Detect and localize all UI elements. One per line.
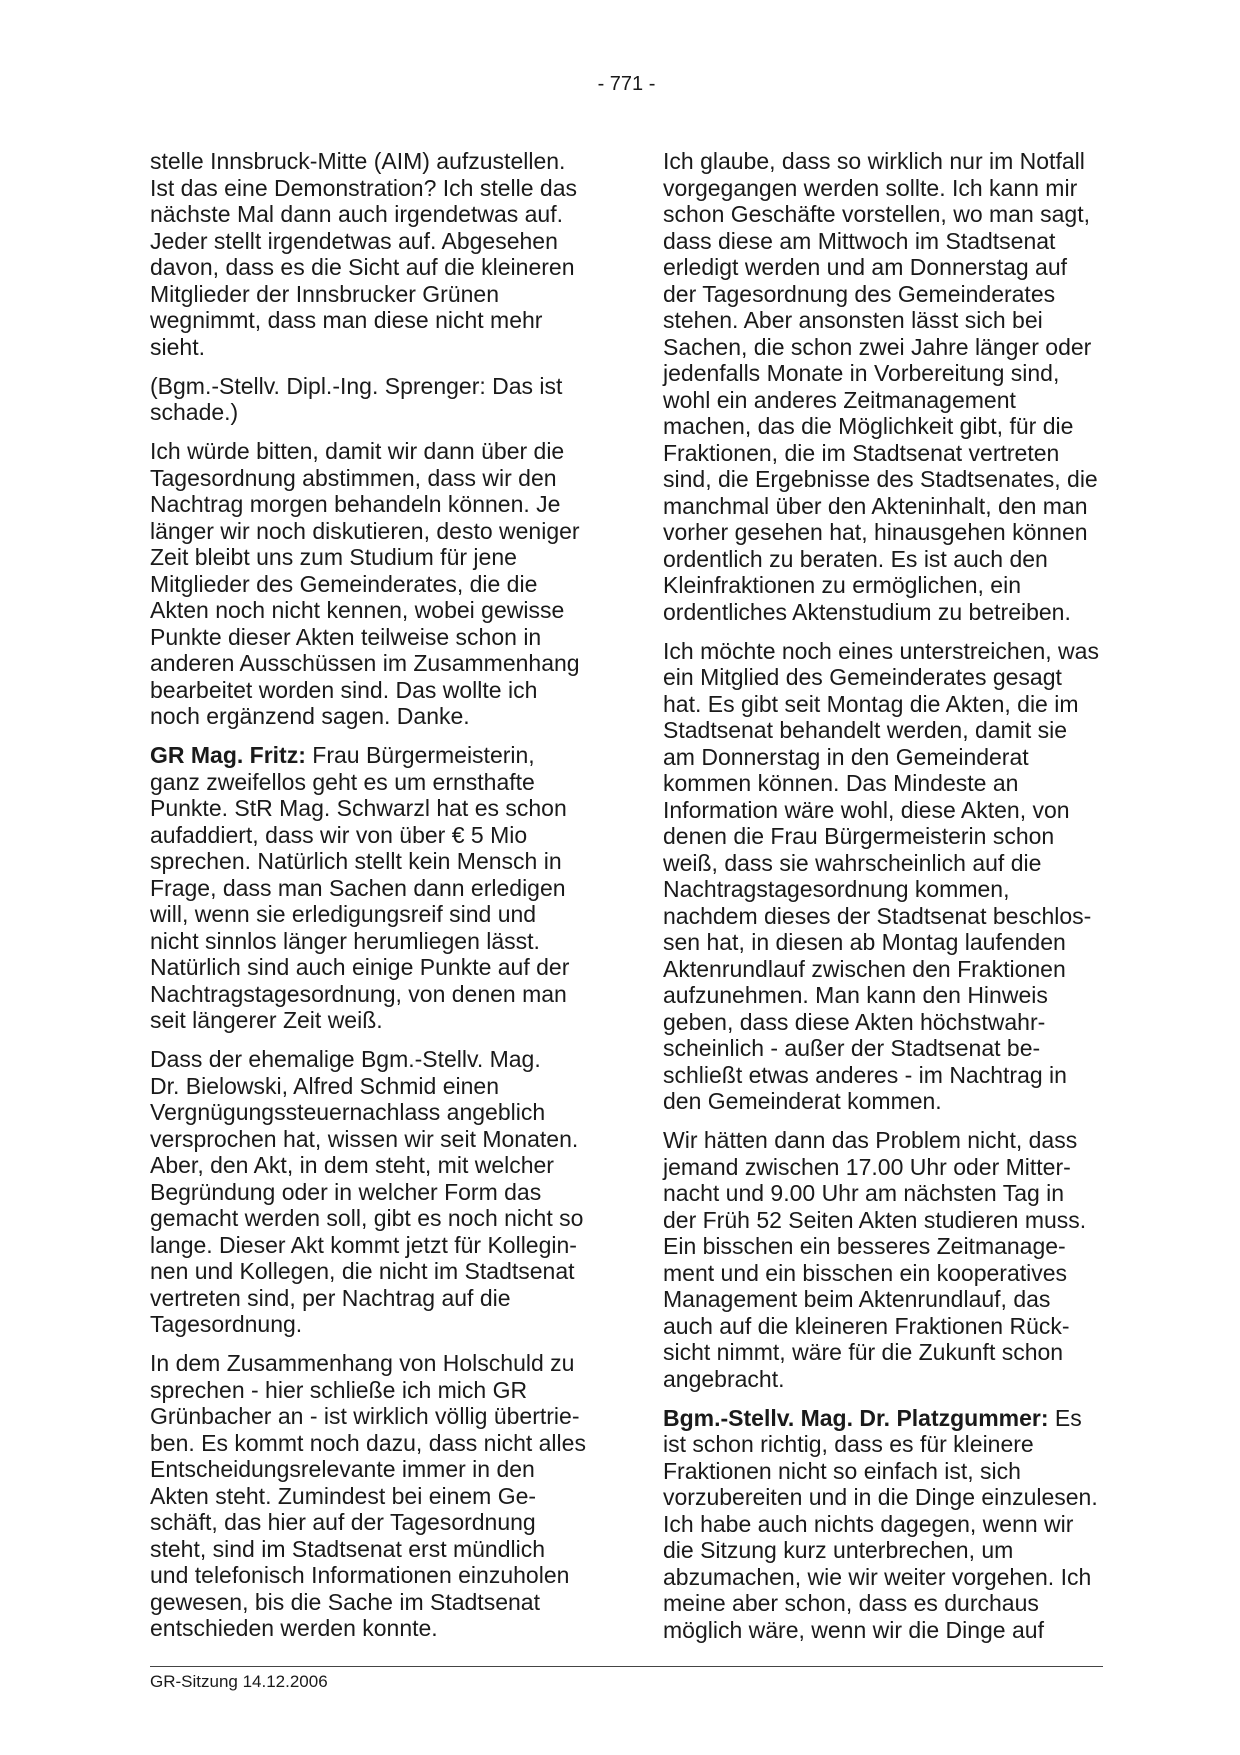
- text-line: der Tagesordnung des Gemeinderates: [663, 280, 1056, 307]
- paragraph: [663, 148, 1103, 625]
- text-line: sprechen. Natürlich stellt kein Mensch in: [150, 848, 562, 874]
- text-line: nachdem dieses der Stadtsenat beschlos-: [663, 902, 1092, 929]
- text-line: Mitglieder des Gemeinderates, die die: [150, 570, 538, 597]
- text-line: Aber, den Akt, in dem steht, mit welcher: [150, 1152, 554, 1178]
- text-line: Aktenrundlauf zwischen den Fraktionen: [663, 955, 1066, 982]
- text-line: ordentliches Aktenstudium zu betreiben.: [663, 598, 1071, 625]
- text-line: am Donnerstag in den Gemeinderat: [663, 743, 1029, 770]
- text-line: Dass der ehemalige Bgm.-Stellv. Mag.: [150, 1046, 541, 1072]
- text-fragment: Es: [1054, 1404, 1082, 1431]
- text-line: vorzubereiten und in die Dinge einzulesen.: [663, 1484, 1098, 1510]
- text-line: nicht sinnlos länger herumliegen lässt.: [150, 927, 540, 954]
- text-line: sicht nimmt, wäre für die Zukunft schon: [663, 1339, 1064, 1365]
- text-line: Nachtrag morgen behandeln können. Je: [150, 491, 561, 517]
- text-line: vorher gesehen hat, hinausgehen können: [663, 519, 1088, 545]
- paragraph: [150, 1046, 590, 1338]
- text-line: auch auf die kleineren Fraktionen Rück-: [663, 1312, 1070, 1339]
- text-line: Tagesordnung.: [150, 1311, 303, 1337]
- text-line: Zeit bleibt uns zum Studium für jene: [150, 544, 517, 570]
- speaker-paragraph: [663, 1405, 1103, 1644]
- text-line: sieht.: [150, 333, 205, 360]
- text-line: entschieden werden konnte.: [150, 1615, 438, 1641]
- right-column: [663, 148, 1103, 1656]
- text-line: nacht und 9.00 Uhr am nächsten Tag in: [663, 1180, 1065, 1206]
- text-line: nächste Mal dann auch irgendetwas auf.: [150, 201, 563, 227]
- text-line: erledigt werden und am Donnerstag auf: [663, 254, 1068, 280]
- text-line: ist schon richtig, dass es für kleinere: [663, 1431, 1034, 1457]
- text-line: abzumachen, wie wir weiter vorgehen. Ich: [663, 1563, 1092, 1590]
- text-line: Ich habe auch nichts dagegen, wenn wir: [663, 1510, 1074, 1537]
- text-line: bearbeitet worden sind. Das wollte ich: [150, 676, 538, 703]
- text-line: kommen können. Das Mindeste an: [663, 770, 1019, 796]
- text-line: stehen. Aber ansonsten lässt sich bei: [663, 307, 1043, 333]
- footer-session-label: GR-Sitzung 14.12.2006: [150, 1672, 328, 1691]
- text-line: schon Geschäfte vorstellen, wo man sagt,: [663, 201, 1090, 227]
- text-line: Ich glaube, dass so wirklich nur im Notfall: [663, 148, 1085, 174]
- text-line: schließt etwas anderes - im Nachtrag in: [663, 1061, 1067, 1088]
- text-fragment: Frau Bürgermeisterin,: [312, 742, 535, 768]
- text-line: die Sitzung kurz unterbrechen, um: [663, 1537, 1014, 1563]
- text-line: hat. Es gibt seit Montag die Akten, die im: [663, 690, 1079, 717]
- text-line: Tagesordnung abstimmen, dass wir den: [150, 464, 557, 491]
- text-line: wegnimmt, dass man diese nicht mehr: [150, 307, 543, 333]
- text-line: Kleinfraktionen zu ermöglichen, ein: [663, 572, 1021, 598]
- text-line: meine aber schon, dass es durchaus: [663, 1590, 1039, 1616]
- text-line: möglich wäre, wenn wir die Dinge auf: [663, 1616, 1044, 1643]
- text-line: und telefonisch Informationen einzuholen: [150, 1562, 570, 1588]
- text-line: Ist das eine Demonstration? Ich stelle das: [150, 174, 578, 201]
- text-line: geben, dass diese Akten höchstwahr-: [663, 1008, 1046, 1035]
- text-line: Dr. Bielowski, Alfred Schmid einen: [150, 1072, 499, 1099]
- page-number: - 771 -: [597, 73, 656, 95]
- text-line: versprochen hat, wissen wir seit Monaten.: [150, 1125, 579, 1152]
- text-line: dass diese am Mittwoch im Stadtsenat: [663, 227, 1056, 254]
- text-line: schade.): [150, 399, 239, 425]
- text-line: Akten noch nicht kennen, wobei gewisse: [150, 597, 565, 623]
- text-line: Information wäre wohl, diese Akten, von: [663, 796, 1070, 823]
- text-line: wohl ein anderes Zeitmanagement: [663, 386, 1016, 413]
- text-line: machen, das die Möglichkeit gibt, für die: [663, 413, 1074, 439]
- text-line: Ich würde bitten, damit wir dann über die: [150, 438, 565, 464]
- text-line: ment und ein bisschen ein kooperatives: [663, 1259, 1068, 1286]
- text-line: Natürlich sind auch einige Punkte auf der: [150, 954, 570, 980]
- text-line: Grünbacher an - ist wirklich völlig übertrie-: [150, 1403, 580, 1429]
- text-line: Management beim Aktenrundlauf, das: [663, 1286, 1051, 1312]
- left-column: [150, 148, 590, 1654]
- speaker-paragraph: [150, 742, 590, 1034]
- paragraph: [150, 1350, 590, 1642]
- text-line: nen und Kollegen, die nicht im Stadtsenat: [150, 1258, 575, 1284]
- text-line: ganz zweifellos geht es um ernsthafte: [150, 768, 535, 795]
- text-line: stelle Innsbruck-Mitte (AIM) aufzustellen.: [150, 148, 566, 174]
- text-line: länger wir noch diskutieren, desto weniger: [150, 517, 580, 544]
- text-line: lange. Dieser Akt kommt jetzt für Kollegin-: [150, 1231, 577, 1258]
- speaker-name: GR Mag. Fritz:: [150, 742, 306, 768]
- text-line: anderen Ausschüssen im Zusammenhang: [150, 650, 580, 676]
- text-line: Punkte. StR Mag. Schwarzl hat es schon: [150, 795, 567, 821]
- text-line: [663, 1405, 1103, 1432]
- text-line: ein Mitglied des Gemeinderates gesagt: [663, 664, 1062, 690]
- interjection: [150, 373, 590, 426]
- paragraph: [150, 148, 590, 360]
- text-line: Fraktionen, die im Stadtsenat vertreten: [663, 439, 1060, 466]
- text-line: manchmal über den Akteninhalt, den man: [663, 492, 1088, 519]
- text-line: Sachen, die schon zwei Jahre länger oder: [663, 333, 1092, 360]
- text-line: sprechen - hier schließe ich mich GR: [150, 1376, 528, 1403]
- text-line: Nachtragstagesordnung kommen,: [663, 876, 1010, 902]
- text-line: Stadtsenat behandelt werden, damit sie: [663, 717, 1068, 743]
- paragraph: [663, 1127, 1103, 1392]
- footer-rule: [150, 1666, 1103, 1667]
- text-line: noch ergänzend sagen. Danke.: [150, 703, 470, 729]
- text-line: Wir hätten dann das Problem nicht, dass: [663, 1127, 1078, 1153]
- paragraph: [150, 438, 590, 730]
- text-line: seit längerer Zeit weiß.: [150, 1007, 383, 1033]
- text-line: Ein bisschen ein besseres Zeitmanage-: [663, 1233, 1066, 1259]
- text-line: vertreten sind, per Nachtrag auf die: [150, 1284, 511, 1311]
- text-line: der Früh 52 Seiten Akten studieren muss.: [663, 1206, 1087, 1233]
- text-line: Vergnügungssteuernachlass angeblich: [150, 1099, 546, 1125]
- text-line: gewesen, bis die Sache im Stadtsenat: [150, 1588, 540, 1615]
- text-line: In dem Zusammenhang von Holschuld zu: [150, 1350, 575, 1376]
- text-line: Jeder stellt irgendetwas auf. Abgesehen: [150, 227, 558, 254]
- text-line: ben. Es kommt noch dazu, dass nicht alles: [150, 1429, 586, 1456]
- text-line: angebracht.: [663, 1365, 785, 1392]
- text-line: Begründung oder in welcher Form das: [150, 1178, 542, 1205]
- text-line: steht, sind im Stadtsenat erst mündlich: [150, 1535, 546, 1562]
- text-line: aufzunehmen. Man kann den Hinweis: [663, 982, 1048, 1008]
- text-line: (Bgm.-Stellv. Dipl.-Ing. Sprenger: Das ist: [150, 372, 563, 399]
- text-line: denen die Frau Bürgermeisterin schon: [663, 823, 1055, 849]
- text-line: Frage, dass man Sachen dann erledigen: [150, 874, 566, 901]
- text-line: Ich möchte noch eines unterstreichen, was: [663, 637, 1099, 664]
- text-line: will, wenn sie erledigungsreif sind und: [150, 901, 537, 927]
- text-line: sen hat, in diesen ab Montag laufenden: [663, 929, 1066, 955]
- text-line: ordentlich zu beraten. Es ist auch den: [663, 545, 1048, 572]
- text-line: den Gemeinderat kommen.: [663, 1088, 942, 1114]
- text-line: weiß, dass sie wahrscheinlich auf die: [663, 849, 1042, 876]
- text-line: Mitglieder der Innsbrucker Grünen: [150, 280, 499, 307]
- text-line: [150, 742, 590, 769]
- paragraph: [663, 638, 1103, 1115]
- text-line: Akten steht. Zumindest bei einem Ge-: [150, 1482, 537, 1509]
- text-line: jedenfalls Monate in Vorbereitung sind,: [663, 360, 1060, 386]
- speaker-name: Bgm.-Stellv. Mag. Dr. Platzgummer:: [663, 1404, 1049, 1431]
- text-line: Entscheidungsrelevante immer in den: [150, 1456, 535, 1482]
- text-line: vorgegangen werden sollte. Ich kann mir: [663, 174, 1078, 201]
- text-line: gemacht werden soll, gibt es noch nicht so: [150, 1205, 584, 1231]
- text-line: sind, die Ergebnisse des Stadtsenates, die: [663, 466, 1098, 492]
- text-line: davon, dass es die Sicht auf die kleineren: [150, 254, 575, 280]
- text-line: Punkte dieser Akten teilweise schon in: [150, 623, 542, 650]
- text-line: jemand zwischen 17.00 Uhr oder Mitter-: [663, 1153, 1071, 1180]
- text-line: Fraktionen nicht so einfach ist, sich: [663, 1457, 1021, 1484]
- text-line: Nachtragstagesordnung, von denen man: [150, 980, 567, 1007]
- text-line: scheinlich - außer der Stadtsenat be-: [663, 1035, 1041, 1061]
- text-line: schäft, das hier auf der Tagesordnung: [150, 1509, 536, 1535]
- text-line: aufaddiert, dass wir von über € 5 Mio: [150, 821, 528, 848]
